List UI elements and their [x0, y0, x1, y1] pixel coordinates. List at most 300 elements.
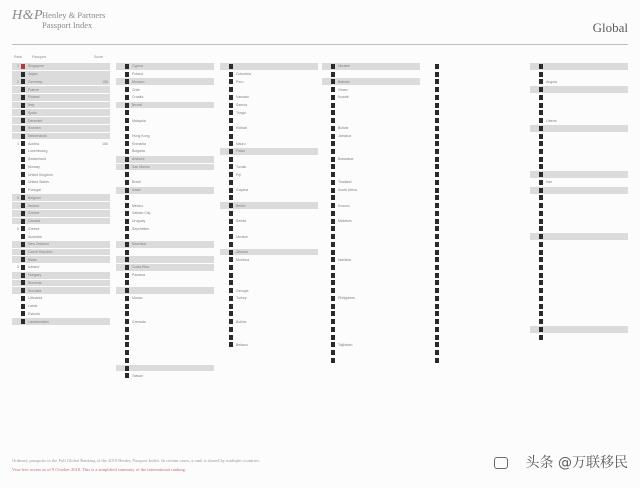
- ranking-row: [322, 233, 420, 240]
- flag-icon: [435, 273, 439, 278]
- flag-icon: [539, 250, 543, 255]
- ranking-row: [116, 357, 214, 364]
- ranking-row: [322, 349, 420, 356]
- flag-icon: [435, 188, 439, 193]
- flag-icon: [21, 265, 25, 270]
- country-name: Tonga: [236, 110, 246, 115]
- flag-icon: [331, 172, 335, 177]
- visa-free-score: 186: [102, 141, 108, 146]
- ranking-row: [220, 179, 318, 186]
- ranking-row: [426, 78, 524, 85]
- flag-icon: [539, 118, 543, 123]
- rank-number: 5: [17, 195, 19, 200]
- flag-icon: [331, 250, 335, 255]
- ranking-row: [220, 334, 318, 341]
- ranking-row: [220, 86, 318, 93]
- flag-icon: [21, 203, 25, 208]
- flag-icon: [229, 103, 233, 108]
- flag-icon: [125, 164, 129, 169]
- ranking-row: [12, 225, 110, 232]
- ranking-row: [12, 179, 110, 186]
- country-name: France: [28, 87, 39, 92]
- ranking-row: [426, 249, 524, 256]
- flag-icon: [539, 172, 543, 177]
- ranking-row: [12, 86, 110, 93]
- country-name: Costa Rica: [132, 265, 150, 270]
- flag-icon: [435, 126, 439, 131]
- flag-icon: [539, 319, 543, 324]
- country-name: Tajikistan: [338, 342, 353, 347]
- ranking-row: [426, 311, 524, 318]
- ranking-row: [116, 272, 214, 279]
- ranking-row: [426, 194, 524, 201]
- flag-icon: [331, 95, 335, 100]
- country-name: Georgia: [236, 288, 249, 293]
- ranking-row: [220, 202, 318, 209]
- ranking-row: [12, 311, 110, 318]
- ranking-row: [530, 63, 628, 70]
- flag-icon: [435, 358, 439, 363]
- country-name: Estonia: [28, 311, 40, 316]
- flag-icon: [435, 141, 439, 146]
- ranking-row: [530, 164, 628, 171]
- flag-icon: [125, 95, 129, 100]
- ranking-row: [426, 334, 524, 341]
- country-name: Palau: [236, 149, 245, 154]
- ranking-row: [116, 156, 214, 163]
- ranking-row: [12, 256, 110, 263]
- ranking-row: [116, 140, 214, 147]
- country-name: Hong Kong: [132, 134, 150, 138]
- ranking-row: [322, 280, 420, 287]
- ranking-row: [426, 63, 524, 70]
- ranking-row: [116, 256, 214, 263]
- flag-icon: [435, 172, 439, 177]
- ranking-row: [220, 194, 318, 201]
- ranking-row: [426, 318, 524, 325]
- flag-icon: [125, 304, 129, 309]
- ranking-row: [12, 264, 110, 271]
- ranking-row: [116, 295, 214, 302]
- ranking-row: [116, 311, 214, 318]
- flag-icon: [331, 103, 335, 108]
- ranking-row: [116, 78, 214, 85]
- ranking-row: [322, 272, 420, 279]
- flag-icon: [229, 141, 233, 146]
- country-name: Denmark: [28, 118, 43, 123]
- flag-icon: [125, 118, 129, 123]
- flag-icon: [435, 234, 439, 239]
- ranking-row: [116, 109, 214, 116]
- ranking-row: [426, 341, 524, 348]
- flag-icon: [21, 242, 25, 247]
- flag-icon: [435, 335, 439, 340]
- ranking-row: [116, 148, 214, 155]
- ranking-column: [426, 63, 524, 441]
- flag-icon: [539, 234, 543, 239]
- flag-icon: [21, 72, 25, 77]
- flag-icon: [539, 327, 543, 332]
- flag-icon: [331, 126, 335, 131]
- flag-icon: [229, 296, 233, 301]
- country-name: Angola: [546, 79, 557, 84]
- country-name: Japan: [28, 72, 38, 77]
- country-name: Poland: [132, 72, 143, 77]
- country-name: Liechtenstein: [28, 319, 49, 324]
- visa-free-score: 188: [102, 79, 108, 84]
- ranking-row: [426, 148, 524, 155]
- ranking-row: [322, 295, 420, 302]
- flag-icon: [21, 304, 25, 309]
- brand-line-2: Passport Index: [42, 20, 93, 30]
- ranking-row: [530, 202, 628, 209]
- flag-icon: [229, 288, 233, 293]
- country-name: Ukraine: [236, 234, 249, 239]
- brand-logo: H&P: [12, 8, 44, 23]
- ranking-row: [322, 287, 420, 294]
- ranking-row: [426, 210, 524, 217]
- country-name: Thailand: [338, 180, 352, 185]
- ranking-row: [426, 117, 524, 124]
- flag-icon: [435, 280, 439, 285]
- flag-icon: [435, 64, 439, 69]
- country-name: Turkey: [236, 296, 247, 301]
- flag-icon: [21, 103, 25, 108]
- ranking-row: [220, 241, 318, 248]
- country-name: Fiji: [236, 172, 241, 177]
- ranking-row: [116, 218, 214, 225]
- ranking-row: [116, 225, 214, 232]
- flag-icon: [435, 219, 439, 224]
- ranking-row: [322, 164, 420, 171]
- flag-icon: [331, 319, 335, 324]
- ranking-row: [116, 334, 214, 341]
- flag-icon: [21, 234, 25, 239]
- country-name: Seychelles: [132, 226, 149, 231]
- ranking-row: [530, 109, 628, 116]
- country-name: Bulgaria: [132, 149, 145, 154]
- ranking-row: [116, 280, 214, 287]
- flag-icon: [229, 79, 233, 84]
- flag-icon: [125, 366, 129, 371]
- ranking-row: [322, 71, 420, 78]
- ranking-row: [530, 295, 628, 302]
- country-name: Croatia: [132, 95, 144, 100]
- flag-icon: [435, 72, 439, 77]
- flag-icon: [331, 288, 335, 293]
- country-name: Germany: [28, 79, 43, 84]
- flag-icon: [229, 64, 233, 69]
- ranking-row: [12, 210, 110, 217]
- ranking-row: [322, 264, 420, 271]
- flag-icon: [125, 373, 129, 378]
- ranking-row: [116, 164, 214, 171]
- flag-icon: [125, 126, 129, 131]
- ranking-row: [220, 71, 318, 78]
- flag-icon: [21, 110, 25, 115]
- header: [12, 8, 628, 48]
- ranking-row: [12, 125, 110, 132]
- flag-icon: [229, 72, 233, 77]
- country-name: Peru: [236, 79, 244, 84]
- flag-icon: [229, 311, 233, 316]
- ranking-row: [12, 117, 110, 124]
- ranking-row: [426, 287, 524, 294]
- ranking-row: [116, 233, 214, 240]
- ranking-row: [116, 287, 214, 294]
- flag-icon: [539, 157, 543, 162]
- flag-icon: [125, 141, 129, 146]
- flag-icon: [435, 319, 439, 324]
- ranking-row: [530, 102, 628, 109]
- ranking-row: [220, 326, 318, 333]
- flag-icon: [229, 257, 233, 262]
- country-name: Andorra: [132, 157, 145, 162]
- flag-icon: [331, 335, 335, 340]
- flag-icon: [125, 319, 129, 324]
- flag-icon: [539, 141, 543, 146]
- country-name: Albania: [236, 250, 248, 255]
- flag-icon: [331, 157, 335, 162]
- country-name: Kiribati: [236, 126, 247, 131]
- ranking-row: [322, 171, 420, 178]
- flag-icon: [125, 242, 129, 247]
- flag-icon: [331, 72, 335, 77]
- flag-icon: [435, 180, 439, 185]
- country-name: Finland: [28, 95, 40, 100]
- flag-icon: [125, 226, 129, 231]
- country-name: Macao: [132, 296, 143, 301]
- ranking-row: [322, 194, 420, 201]
- ranking-row: [322, 117, 420, 124]
- country-name: Belize: [236, 203, 246, 208]
- ranking-row: [116, 187, 214, 194]
- ranking-row: [116, 249, 214, 256]
- ranking-row: [116, 202, 214, 209]
- flag-icon: [21, 195, 25, 200]
- ranking-row: [322, 318, 420, 325]
- country-name: Spain: [28, 110, 37, 115]
- ranking-row: [220, 303, 318, 310]
- country-name: Namibia: [338, 257, 351, 262]
- ranking-row: [116, 117, 214, 124]
- flag-icon: [21, 118, 25, 123]
- ranking-row: [426, 179, 524, 186]
- ranking-column: [220, 63, 318, 441]
- country-name: Jamaica: [338, 134, 352, 138]
- ranking-row: [426, 202, 524, 209]
- flag-icon: [435, 304, 439, 309]
- country-name: San Marino: [132, 164, 150, 169]
- flag-icon: [229, 172, 233, 177]
- ranking-row: [322, 148, 420, 155]
- ranking-row: [426, 303, 524, 310]
- ranking-row: [426, 295, 524, 302]
- country-name: Moldova: [236, 257, 250, 262]
- ranking-row: [426, 225, 524, 232]
- ranking-row: [116, 210, 214, 217]
- ranking-row: [426, 171, 524, 178]
- ranking-row: [530, 326, 628, 333]
- ranking-row: [426, 94, 524, 101]
- flag-icon: [21, 226, 25, 231]
- flag-icon: [331, 87, 335, 92]
- flag-icon: [539, 95, 543, 100]
- ranking-row: [12, 102, 110, 109]
- country-name: Slovakia: [28, 288, 42, 293]
- ranking-row: [12, 171, 110, 178]
- ranking-row: [426, 256, 524, 263]
- country-name: Norway: [28, 164, 40, 169]
- country-name: Latvia: [28, 304, 38, 309]
- flag-icon: [435, 342, 439, 347]
- flag-icon: [435, 149, 439, 154]
- flag-icon: [21, 95, 25, 100]
- ranking-row: [12, 280, 110, 287]
- flag-icon: [21, 172, 25, 177]
- country-name: Kuwait: [338, 95, 349, 100]
- flag-icon: [435, 87, 439, 92]
- country-name: Israel: [132, 188, 141, 193]
- ranking-row: [220, 218, 318, 225]
- country-name: Austria: [28, 141, 39, 146]
- country-name: Kosovo: [338, 203, 350, 208]
- flag-icon: [435, 103, 439, 108]
- ranking-row: [220, 264, 318, 271]
- flag-icon: [125, 335, 129, 340]
- ranking-row: [322, 78, 420, 85]
- column-header-score: Score: [94, 55, 104, 59]
- ranking-row: [116, 264, 214, 271]
- ranking-row: [220, 171, 318, 178]
- country-name: Cyprus: [132, 64, 144, 69]
- ranking-row: [426, 272, 524, 279]
- ranking-row: [426, 86, 524, 93]
- flag-icon: [331, 280, 335, 285]
- ranking-row: [12, 318, 110, 325]
- flag-icon: [331, 242, 335, 247]
- country-name: Belgium: [28, 195, 41, 200]
- footnote-line-1: Ordinary passports in the Full Global Ranking of the 2018 Henley Passport Index. In certain cases, a rank is shared by multiple countries.: [12, 458, 260, 463]
- column-header-rank: Rank: [14, 55, 23, 59]
- ranking-row: [12, 78, 110, 85]
- flag-icon: [331, 64, 335, 69]
- flag-icon: [125, 257, 129, 262]
- flag-icon: [125, 103, 129, 108]
- ranking-row: [116, 125, 214, 132]
- flag-icon: [539, 311, 543, 316]
- country-name: Iceland: [28, 265, 40, 270]
- ranking-row: [426, 280, 524, 287]
- ranking-row: [116, 372, 214, 379]
- flag-icon: [435, 164, 439, 169]
- flag-icon: [125, 327, 129, 332]
- ranking-row: [220, 295, 318, 302]
- rank-number: 1: [17, 64, 19, 69]
- country-name: South Africa: [338, 188, 357, 193]
- ranking-row: [530, 318, 628, 325]
- ranking-row: [12, 164, 110, 171]
- ranking-row: [322, 241, 420, 248]
- ranking-row: [426, 349, 524, 356]
- ranking-row: [530, 280, 628, 287]
- country-name: Iran: [546, 180, 553, 185]
- ranking-row: [426, 109, 524, 116]
- ranking-row: [322, 334, 420, 341]
- ranking-row: [530, 225, 628, 232]
- flag-icon: [331, 265, 335, 270]
- flag-icon: [125, 87, 129, 92]
- ranking-row: [530, 140, 628, 147]
- country-name: Liberia: [546, 118, 557, 123]
- flag-icon: [539, 72, 543, 77]
- ranking-row: [530, 194, 628, 201]
- country-name: Maldives: [338, 219, 352, 224]
- country-name: Slovenia: [28, 280, 42, 285]
- ranking-row: [322, 311, 420, 318]
- country-name: Brazil: [132, 180, 141, 185]
- flag-icon: [229, 280, 233, 285]
- ranking-row: [426, 125, 524, 132]
- country-name: Malaysia: [132, 118, 146, 123]
- country-name: United Kingdom: [28, 172, 53, 177]
- flag-icon: [21, 157, 25, 162]
- flag-icon: [435, 203, 439, 208]
- flag-icon: [539, 79, 543, 84]
- ranking-row: [220, 280, 318, 287]
- ranking-row: [530, 125, 628, 132]
- flag-icon: [125, 358, 129, 363]
- ranking-row: [12, 202, 110, 209]
- country-name: Bolivia: [236, 319, 247, 324]
- country-name: Lithuania: [28, 296, 43, 301]
- flag-icon: [539, 203, 543, 208]
- flag-icon: [539, 335, 543, 340]
- flag-icon: [125, 250, 129, 255]
- flag-icon: [21, 134, 25, 139]
- ranking-row: [116, 326, 214, 333]
- flag-icon: [331, 164, 335, 169]
- flag-icon: [539, 219, 543, 224]
- flag-icon: [331, 304, 335, 309]
- flag-icon: [331, 327, 335, 332]
- country-name: United States: [28, 180, 50, 185]
- ranking-row: [426, 156, 524, 163]
- flag-icon: [331, 141, 335, 146]
- flag-icon: [21, 180, 25, 185]
- flag-icon: [229, 319, 233, 324]
- brand-line-1: Henley & Partners: [42, 10, 106, 20]
- flag-icon: [331, 342, 335, 347]
- flag-icon: [21, 211, 25, 216]
- country-name: Guyana: [236, 188, 249, 193]
- flag-icon: [125, 180, 129, 185]
- country-name: Chile: [132, 87, 140, 92]
- ranking-row: [12, 218, 110, 225]
- ranking-row: [426, 264, 524, 271]
- flag-icon: [229, 164, 233, 169]
- flag-icon: [229, 211, 233, 216]
- flag-icon: [125, 172, 129, 177]
- country-name: Colombia: [236, 72, 251, 77]
- ranking-row: [530, 133, 628, 140]
- flag-icon: [229, 265, 233, 270]
- flag-icon: [229, 226, 233, 231]
- ranking-row: [426, 326, 524, 333]
- flag-icon: [21, 164, 25, 169]
- country-name: Philippines: [338, 296, 355, 301]
- ranking-row: [12, 194, 110, 201]
